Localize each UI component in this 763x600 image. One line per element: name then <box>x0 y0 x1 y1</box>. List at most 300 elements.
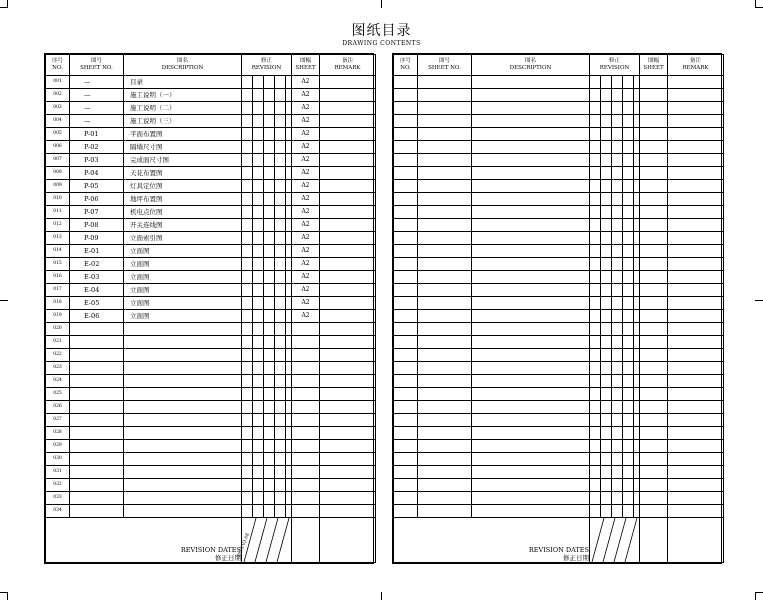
header-sheet: 图幅 SHEET <box>292 55 320 76</box>
row-number: 012 <box>46 219 70 232</box>
row-sheet <box>640 76 668 89</box>
row-revision-cell <box>264 505 275 518</box>
row-revision-cell <box>275 375 286 388</box>
row-description <box>472 401 590 414</box>
row-sheet-no <box>418 245 472 258</box>
row-revision-cell <box>264 180 275 193</box>
row-number <box>394 193 418 206</box>
row-revision-cell <box>275 128 286 141</box>
row-revision-cell <box>253 362 264 375</box>
row-revision-cell <box>623 414 634 427</box>
header-remark: 备注 REMARK <box>320 55 376 76</box>
row-revision-cell <box>253 284 264 297</box>
row-revision-cell <box>264 414 275 427</box>
row-revision-cell <box>590 479 601 492</box>
row-revision-cell <box>612 505 623 518</box>
row-revision-cell <box>612 102 623 115</box>
row-sheet: A2 <box>292 219 320 232</box>
table-row <box>394 271 724 284</box>
row-revision-cell <box>242 375 253 388</box>
row-remark <box>320 271 376 284</box>
table-row <box>46 89 376 102</box>
row-description <box>472 427 590 440</box>
row-revision-cell <box>590 492 601 505</box>
row-revision-cell <box>242 492 253 505</box>
row-number <box>394 414 418 427</box>
row-remark <box>320 284 376 297</box>
row-description <box>472 505 590 518</box>
row-sheet-no <box>418 141 472 154</box>
row-revision-cell <box>264 219 275 232</box>
row-revision-cell <box>612 154 623 167</box>
row-revision-cell <box>590 167 601 180</box>
row-revision-cell <box>264 76 275 89</box>
row-revision-cell <box>590 440 601 453</box>
row-sheet <box>292 323 320 336</box>
row-revision-cell <box>253 115 264 128</box>
row-sheet-no <box>418 271 472 284</box>
row-revision-cell <box>612 414 623 427</box>
frame-tick <box>0 592 8 593</box>
frame-tick <box>0 7 8 8</box>
row-description <box>472 232 590 245</box>
row-sheet <box>640 258 668 271</box>
row-revision-cell <box>601 232 612 245</box>
frame-tick <box>0 300 8 301</box>
row-revision-cell <box>601 388 612 401</box>
row-remark <box>320 141 376 154</box>
row-number <box>394 245 418 258</box>
row-revision-cell <box>264 258 275 271</box>
row-revision-cell <box>590 349 601 362</box>
row-number <box>394 115 418 128</box>
table-row <box>394 479 724 492</box>
row-revision-cell <box>253 102 264 115</box>
row-remark <box>320 206 376 219</box>
table-row <box>46 76 376 89</box>
row-description: 立面图 <box>124 310 242 323</box>
row-sheet <box>292 362 320 375</box>
row-revision-cell <box>623 427 634 440</box>
row-revision-cell <box>253 440 264 453</box>
row-remark <box>668 115 724 128</box>
row-revision-cell <box>242 167 253 180</box>
row-remark <box>668 232 724 245</box>
row-revision-cell <box>612 167 623 180</box>
row-revision-cell <box>612 141 623 154</box>
row-revision-cell <box>242 245 253 258</box>
row-revision-cell <box>612 310 623 323</box>
row-sheet-no <box>70 453 124 466</box>
row-revision-cell <box>264 297 275 310</box>
row-revision-cell <box>264 232 275 245</box>
frame-tick <box>755 300 763 301</box>
row-sheet <box>640 141 668 154</box>
row-revision-cell <box>590 427 601 440</box>
row-revision-cell <box>264 466 275 479</box>
row-sheet-no: — <box>70 76 124 89</box>
row-revision-cell <box>623 349 634 362</box>
row-remark <box>668 440 724 453</box>
row-revision-cell <box>253 193 264 206</box>
row-description <box>472 141 590 154</box>
table-row <box>46 141 376 154</box>
row-number: 020 <box>46 323 70 336</box>
row-sheet <box>640 219 668 232</box>
row-sheet-no <box>418 440 472 453</box>
row-sheet-no: P-08 <box>70 219 124 232</box>
row-revision-cell <box>275 297 286 310</box>
row-sheet-no <box>418 219 472 232</box>
table-row <box>394 401 724 414</box>
row-remark <box>668 180 724 193</box>
row-description <box>472 115 590 128</box>
table-row <box>394 193 724 206</box>
row-sheet-no <box>70 375 124 388</box>
table-row <box>394 427 724 440</box>
revision-date: 2018.03.08 <box>236 532 251 559</box>
row-sheet: A2 <box>292 154 320 167</box>
row-revision-cell <box>253 479 264 492</box>
row-revision-cell <box>590 102 601 115</box>
row-sheet: A2 <box>292 102 320 115</box>
row-revision-cell <box>242 349 253 362</box>
table-row <box>46 245 376 258</box>
row-remark <box>320 414 376 427</box>
row-description <box>124 362 242 375</box>
row-sheet-no <box>70 349 124 362</box>
table-row <box>46 414 376 427</box>
row-remark <box>668 401 724 414</box>
table-row <box>46 362 376 375</box>
row-sheet-no <box>418 284 472 297</box>
row-revision-cell <box>242 232 253 245</box>
row-revision-cell <box>242 76 253 89</box>
row-remark <box>320 492 376 505</box>
row-revision-cell <box>601 310 612 323</box>
row-sheet-no <box>70 401 124 414</box>
row-revision-cell <box>253 492 264 505</box>
row-revision-cell <box>601 154 612 167</box>
row-revision-cell <box>242 479 253 492</box>
row-revision-cell <box>623 375 634 388</box>
row-sheet <box>640 479 668 492</box>
row-number: 021 <box>46 336 70 349</box>
row-revision-cell <box>601 349 612 362</box>
row-revision-cell <box>590 284 601 297</box>
row-sheet <box>640 492 668 505</box>
row-revision-cell <box>253 76 264 89</box>
row-revision-cell <box>264 427 275 440</box>
row-revision-cell <box>590 323 601 336</box>
row-remark <box>668 310 724 323</box>
row-number: 033 <box>46 492 70 505</box>
row-revision-cell <box>242 323 253 336</box>
table-row <box>394 375 724 388</box>
row-sheet-no <box>418 167 472 180</box>
row-sheet-no <box>70 505 124 518</box>
row-revision-cell <box>242 362 253 375</box>
row-remark <box>668 453 724 466</box>
row-revision-cell <box>253 219 264 232</box>
row-revision-cell <box>623 258 634 271</box>
row-sheet-no <box>418 310 472 323</box>
table-row <box>394 362 724 375</box>
row-revision-cell <box>275 141 286 154</box>
row-description: 天花布置图 <box>124 167 242 180</box>
row-remark <box>320 193 376 206</box>
row-revision-cell <box>612 427 623 440</box>
row-sheet-no <box>418 102 472 115</box>
row-number <box>394 505 418 518</box>
row-number <box>394 440 418 453</box>
row-remark <box>320 440 376 453</box>
row-sheet-no <box>418 206 472 219</box>
row-remark <box>668 258 724 271</box>
table-row <box>46 323 376 336</box>
header-description: 图名 DESCRIPTION <box>124 55 242 76</box>
header-sheet-no: 图号 SHEET NO. <box>70 55 124 76</box>
row-remark <box>320 323 376 336</box>
table-row <box>46 193 376 206</box>
row-revision-cell <box>623 284 634 297</box>
table-row <box>46 180 376 193</box>
row-remark <box>320 76 376 89</box>
row-revision-cell <box>612 349 623 362</box>
row-number: 029 <box>46 440 70 453</box>
row-remark <box>668 76 724 89</box>
row-description <box>472 271 590 284</box>
row-revision-cell <box>623 232 634 245</box>
row-revision-cell <box>242 89 253 102</box>
row-number <box>394 323 418 336</box>
row-sheet-no <box>418 193 472 206</box>
row-revision-cell <box>590 115 601 128</box>
row-revision-cell <box>253 453 264 466</box>
row-revision-cell <box>601 219 612 232</box>
row-number: 034 <box>46 505 70 518</box>
row-number <box>394 180 418 193</box>
row-revision-cell <box>275 193 286 206</box>
row-remark <box>668 492 724 505</box>
row-remark <box>320 115 376 128</box>
table-row <box>394 245 724 258</box>
row-number: 009 <box>46 180 70 193</box>
row-description: 平面布置图 <box>124 128 242 141</box>
row-revision-cell <box>253 297 264 310</box>
row-description <box>124 336 242 349</box>
row-revision-cell <box>590 362 601 375</box>
row-sheet <box>640 466 668 479</box>
row-description: 立面图 <box>124 258 242 271</box>
row-revision-cell <box>623 505 634 518</box>
row-sheet-no <box>418 258 472 271</box>
row-sheet: A2 <box>292 115 320 128</box>
row-revision-cell <box>601 128 612 141</box>
row-remark <box>668 102 724 115</box>
row-revision-cell <box>242 128 253 141</box>
row-revision-cell <box>601 466 612 479</box>
contents-table-right <box>392 53 722 564</box>
row-revision-cell <box>275 479 286 492</box>
row-sheet: A2 <box>292 245 320 258</box>
row-revision-cell <box>253 154 264 167</box>
row-description <box>472 128 590 141</box>
row-remark <box>668 466 724 479</box>
row-remark <box>320 232 376 245</box>
row-description <box>472 284 590 297</box>
row-description <box>472 102 590 115</box>
row-number <box>394 102 418 115</box>
row-sheet-no: — <box>70 89 124 102</box>
row-revision-cell <box>590 258 601 271</box>
row-revision-cell <box>601 76 612 89</box>
table-body <box>394 76 724 518</box>
table-row <box>46 115 376 128</box>
row-sheet <box>640 401 668 414</box>
row-number: 024 <box>46 375 70 388</box>
table-row <box>394 492 724 505</box>
revision-dates-label: REVISION DATES 修正日期 <box>46 518 242 563</box>
row-number <box>394 89 418 102</box>
row-revision-cell <box>590 401 601 414</box>
row-revision-cell <box>242 258 253 271</box>
row-revision-cell <box>275 232 286 245</box>
row-description <box>472 258 590 271</box>
row-revision-cell <box>623 297 634 310</box>
row-number: 008 <box>46 167 70 180</box>
row-remark <box>320 310 376 323</box>
frame-tick <box>381 592 382 600</box>
header-no: 序号 NO. <box>46 55 70 76</box>
row-description: 隔墙尺寸图 <box>124 141 242 154</box>
row-revision-cell <box>612 440 623 453</box>
table-row <box>394 323 724 336</box>
row-revision-cell <box>253 414 264 427</box>
row-number: 004 <box>46 115 70 128</box>
row-number <box>394 453 418 466</box>
row-description <box>124 440 242 453</box>
row-revision-cell <box>612 115 623 128</box>
row-revision-cell <box>253 388 264 401</box>
row-description <box>472 362 590 375</box>
row-revision-cell <box>264 284 275 297</box>
row-revision-cell <box>612 245 623 258</box>
row-revision-cell <box>275 414 286 427</box>
row-number <box>394 206 418 219</box>
row-revision-cell <box>264 336 275 349</box>
table-row <box>394 115 724 128</box>
row-description <box>472 453 590 466</box>
row-revision-cell <box>590 245 601 258</box>
row-description <box>472 336 590 349</box>
row-revision-cell <box>590 310 601 323</box>
row-revision-cell <box>242 336 253 349</box>
row-remark <box>320 219 376 232</box>
row-remark <box>668 362 724 375</box>
header-remark: 备注 REMARK <box>668 55 724 76</box>
row-number: 007 <box>46 154 70 167</box>
header-revision: 修正 REVISION <box>590 55 640 76</box>
row-sheet-no <box>418 401 472 414</box>
row-revision-cell <box>253 349 264 362</box>
row-revision-cell <box>264 245 275 258</box>
row-revision-cell <box>275 180 286 193</box>
row-revision-cell <box>623 154 634 167</box>
row-revision-cell <box>590 232 601 245</box>
row-remark <box>668 427 724 440</box>
row-number <box>394 375 418 388</box>
table-row <box>46 440 376 453</box>
row-revision-cell <box>253 245 264 258</box>
table-row <box>394 141 724 154</box>
row-remark <box>668 414 724 427</box>
table-row <box>46 206 376 219</box>
row-number <box>394 310 418 323</box>
row-sheet <box>640 193 668 206</box>
row-sheet <box>640 414 668 427</box>
row-number: 003 <box>46 102 70 115</box>
row-sheet <box>640 440 668 453</box>
row-description <box>472 388 590 401</box>
row-revision-cell <box>623 492 634 505</box>
table-row <box>394 336 724 349</box>
row-revision-cell <box>275 492 286 505</box>
row-revision-cell <box>275 427 286 440</box>
row-number <box>394 284 418 297</box>
row-sheet <box>640 128 668 141</box>
table-row <box>46 258 376 271</box>
row-number <box>394 297 418 310</box>
row-sheet-no <box>418 479 472 492</box>
row-sheet: A2 <box>292 89 320 102</box>
row-description: 立面图 <box>124 271 242 284</box>
row-revision-cell <box>275 362 286 375</box>
row-sheet-no <box>418 414 472 427</box>
row-sheet: A2 <box>292 141 320 154</box>
row-revision-cell <box>264 349 275 362</box>
header-description: 图名 DESCRIPTION <box>472 55 590 76</box>
row-description <box>472 180 590 193</box>
row-revision-cell <box>612 479 623 492</box>
row-revision-cell <box>612 271 623 284</box>
row-number <box>394 349 418 362</box>
row-sheet-no: P-01 <box>70 128 124 141</box>
table-row <box>394 310 724 323</box>
table-footer-row <box>46 518 376 563</box>
row-sheet-no <box>418 362 472 375</box>
table-row <box>394 128 724 141</box>
table-row <box>46 154 376 167</box>
row-sheet-no <box>418 154 472 167</box>
row-revision-cell <box>242 284 253 297</box>
row-remark <box>668 297 724 310</box>
row-revision-cell <box>623 310 634 323</box>
table-row <box>46 453 376 466</box>
row-revision-cell <box>275 323 286 336</box>
row-sheet-no <box>418 115 472 128</box>
row-revision-cell <box>623 479 634 492</box>
row-revision-cell <box>275 89 286 102</box>
row-revision-cell <box>264 479 275 492</box>
table-row <box>46 427 376 440</box>
row-sheet: A2 <box>292 180 320 193</box>
row-revision-cell <box>264 154 275 167</box>
row-revision-cell <box>590 154 601 167</box>
row-revision-cell <box>623 180 634 193</box>
row-revision-cell <box>612 128 623 141</box>
row-sheet-no <box>418 89 472 102</box>
